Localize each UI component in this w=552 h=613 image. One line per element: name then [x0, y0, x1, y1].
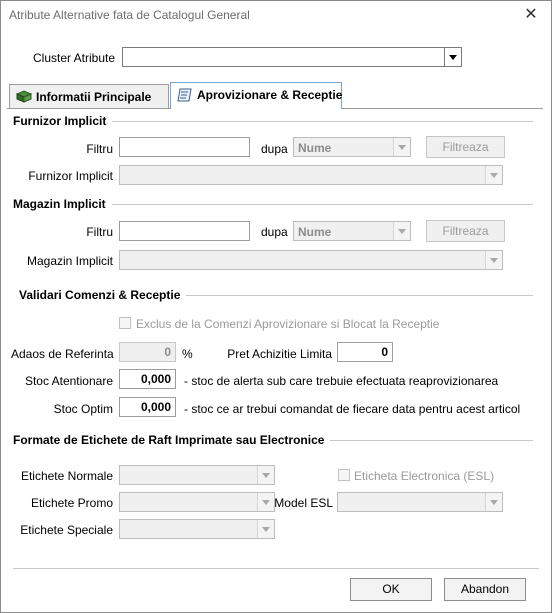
- furnizor-dupa-label: dupa: [261, 142, 288, 156]
- adaos-unit: %: [182, 347, 193, 361]
- magazin-filtreaza-button[interactable]: Filtreaza: [426, 220, 505, 242]
- pret-label: Pret Achizitie Limita: [227, 347, 332, 361]
- stoc-atentionare-label: Stoc Atentionare: [24, 374, 113, 388]
- esl-checkbox[interactable]: [338, 469, 350, 481]
- exclus-checkbox[interactable]: [119, 317, 131, 329]
- cluster-combo[interactable]: [122, 47, 462, 67]
- etichete-normale-combo[interactable]: [119, 465, 275, 485]
- chevron-down-icon[interactable]: [444, 48, 461, 66]
- furnizor-filtreaza-button[interactable]: Filtreaza: [426, 136, 505, 158]
- furnizor-implicit-combo[interactable]: [119, 165, 503, 185]
- adaos-input[interactable]: 0: [119, 342, 176, 362]
- tab-informatii-principale[interactable]: Informatii Principale: [9, 84, 169, 108]
- etichete-speciale-combo[interactable]: [119, 519, 275, 539]
- window-title: Atribute Alternative fata de Catalogul General: [9, 8, 250, 22]
- chevron-down-icon[interactable]: [257, 520, 274, 538]
- section-magazin-title: Magazin Implicit: [13, 197, 112, 211]
- footer-divider: [13, 568, 539, 569]
- abandon-button[interactable]: Abandon: [444, 578, 526, 601]
- etichete-promo-label: Etichete Promo: [30, 496, 113, 510]
- chevron-down-icon[interactable]: [393, 138, 410, 156]
- chevron-down-icon[interactable]: [485, 166, 502, 184]
- book-icon: [16, 90, 32, 104]
- section-validari-title: Validari Comenzi & Receptie: [19, 288, 186, 302]
- furnizor-implicit-label: Furnizor Implicit: [28, 169, 113, 183]
- tab-aprovizionare-receptie[interactable]: Aprovizionare & Receptie: [170, 82, 342, 109]
- section-furnizor-title: Furnizor Implicit: [13, 114, 112, 128]
- scroll-icon: [177, 88, 193, 102]
- stoc-optim-label: Stoc Optim: [53, 402, 113, 416]
- pret-input[interactable]: 0: [337, 342, 393, 362]
- chevron-down-icon[interactable]: [485, 493, 502, 511]
- adaos-label: Adaos de Referinta: [11, 347, 114, 361]
- section-formate-title: Formate de Etichete de Raft Imprimate sau Electronice: [13, 433, 330, 447]
- model-esl-combo[interactable]: [337, 492, 503, 512]
- furnizor-filtru-input[interactable]: [119, 137, 250, 157]
- magazin-dupa-combo[interactable]: Nume: [293, 221, 411, 241]
- close-icon[interactable]: ✕: [524, 6, 538, 23]
- esl-check-label: Eticheta Electronica (ESL): [354, 469, 495, 483]
- magazin-filtru-input[interactable]: [119, 221, 250, 241]
- ok-button[interactable]: OK: [350, 578, 432, 601]
- magazin-implicit-combo[interactable]: [119, 250, 503, 270]
- model-esl-label: Model ESL: [274, 496, 333, 510]
- etichete-normale-label: Etichete Normale: [20, 469, 113, 483]
- magazin-filtru-label: Filtru: [86, 225, 113, 239]
- chevron-down-icon[interactable]: [485, 251, 502, 269]
- stoc-atentionare-desc: - stoc de alerta sub care trebuie efectuata reaprovizionarea: [184, 374, 499, 388]
- furnizor-dupa-combo[interactable]: Nume: [293, 137, 411, 157]
- etichete-promo-combo[interactable]: [119, 492, 275, 512]
- chevron-down-icon[interactable]: [393, 222, 410, 240]
- furnizor-filtru-label: Filtru: [86, 142, 113, 156]
- cluster-label: Cluster Atribute: [33, 51, 116, 65]
- exclus-label: Exclus de la Comenzi Aprovizionare si Blocat la Receptie: [136, 317, 440, 331]
- title-bar: [1, 1, 551, 30]
- stoc-optim-desc: - stoc ce ar trebui comandat de fiecare data pentru acest articol: [184, 402, 521, 416]
- stoc-atentionare-input[interactable]: 0,000: [119, 369, 176, 389]
- etichete-speciale-label: Etichete Speciale: [20, 523, 113, 537]
- stoc-optim-input[interactable]: 0,000: [119, 397, 176, 417]
- chevron-down-icon[interactable]: [257, 466, 274, 484]
- magazin-dupa-label: dupa: [261, 225, 288, 239]
- magazin-implicit-label: Magazin Implicit: [26, 254, 113, 268]
